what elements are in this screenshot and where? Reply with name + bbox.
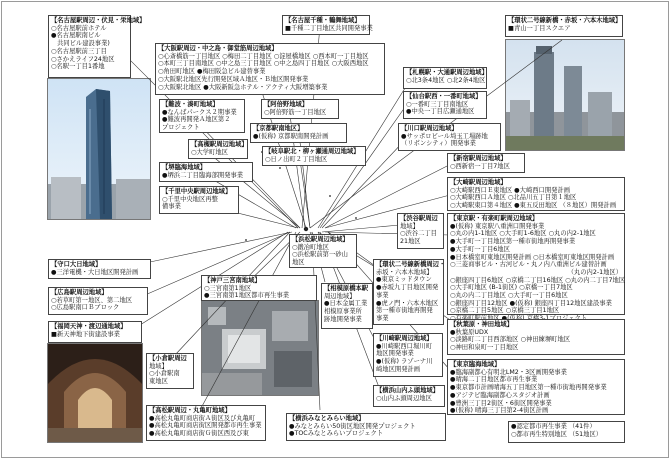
box-sendai xyxy=(403,91,487,119)
box-shibuya-top-line: ■青山一丁目スクエア xyxy=(508,24,571,32)
box-namba-line: プロジェクト xyxy=(162,124,200,132)
box-tokyo-bay-line: ●臨海副都心有明北LM2・3区画開発事業 xyxy=(450,368,567,376)
box-hamamatsu xyxy=(289,234,357,268)
box-tokyo-line: ○丸の内1-1地区 ○大手町1-6地区 ○丸の内2-1地区 xyxy=(450,230,596,238)
box-sapporo-title: 【札幌駅・大通駅周辺地域】 xyxy=(406,69,488,76)
box-roppongi-line: ●赤坂九丁目地区開発 xyxy=(376,284,439,292)
box-osaka-title: 【大阪駅周辺・中之島・御堂筋周辺地域】 xyxy=(158,45,278,52)
box-kawasaki-line: 崎地区開発計画 xyxy=(376,365,421,373)
box-tokyo-line: （丸の内2-1地区） xyxy=(567,268,622,276)
box-akihabara-line: ●秋葉原UDX xyxy=(450,328,489,336)
box-senri xyxy=(159,186,239,214)
box-nagoya-line: ○名古屋駅前ホテル xyxy=(51,24,107,32)
box-osaka-line: ○心斎橋筋一丁目地区 ○梅田二丁目地区 ○淀屋橋地区 ○西本町一丁目地区 xyxy=(158,52,369,60)
box-kawasaki-title: 【川崎駅周辺地域】 xyxy=(376,335,433,342)
box-tokyo-line: ○京橋二丁目5地区 ○京橋三丁目1地区 xyxy=(450,307,560,315)
box-fukuoka-title: 【福岡天神・渡辺通地域】 xyxy=(51,323,127,330)
box-tokyo-bay-line: ●豊洲三丁目2街区・6街区開発事業 xyxy=(450,399,552,407)
box-hamamatsu-line: 地区 xyxy=(292,259,305,267)
box-yokohama-uchi xyxy=(373,385,445,407)
box-tokyo-bay-title: 【東京臨海地域】 xyxy=(450,361,501,368)
box-roppongi-line: 赤坂・六本木地域】 xyxy=(376,268,433,276)
box-gifu-title: 【岐阜駅北・柳ヶ瀬通周辺地域】 xyxy=(265,148,360,155)
box-otemachi-line: ○大崎駅西口Ａ地区 ○北品川五丁目第１地区 xyxy=(450,194,577,202)
box-tokyo-bay-line: ●アジテビ臨海副都心スタジオ計画 xyxy=(450,391,550,399)
box-tokyo-title: 【東京駅・有楽町駅周辺地域】 xyxy=(450,215,539,222)
box-tokyo-line: ●大手町一丁目6地区 xyxy=(450,245,510,253)
box-kokura-title: 【小倉駅周辺 xyxy=(149,355,187,362)
box-kawasaki xyxy=(373,333,443,377)
box-total xyxy=(508,421,625,443)
box-senri-title: 【千里中央駅周辺地域】 xyxy=(162,188,232,195)
box-ashiya-line: ○阿倍野筋一丁目地区 xyxy=(264,108,327,116)
box-hamamatsu-line: ○浜松駅前第一砂山 xyxy=(292,251,348,259)
box-akihabara-line: ○淡路町二丁目西部地区 ○神田練塀町地区 xyxy=(450,336,571,344)
box-takatsuki xyxy=(188,139,248,159)
box-sagamihara xyxy=(321,283,373,329)
box-kawaguchi-line: （リボンシティ）開発事業 xyxy=(401,140,476,148)
box-otemachi-title: 【大崎駅周辺地域】 xyxy=(450,179,507,186)
box-roppongi-line: 第一種市街地再開発 xyxy=(376,307,433,315)
box-takamatsu-line: ●高松丸亀町商店街Ｇ街区西及び東 xyxy=(149,430,249,438)
box-akihabara-title: 【秋葉原・神田地域】 xyxy=(450,321,513,328)
box-moriguchi xyxy=(48,259,151,279)
box-nagoya-kami-line: ■千種二丁目地区共同開発事業 xyxy=(285,24,373,32)
box-total-line: ●認定都市再生事業 （41件） xyxy=(511,423,596,430)
box-roppongi-line: 事業 xyxy=(376,314,389,322)
box-namba-line: ●難波再開発Ａ地区第２ xyxy=(162,116,231,124)
box-shinjuku-line: ○西新宿一丁目7地区 xyxy=(450,162,510,170)
box-kokura-line: ○小倉駅南 xyxy=(149,370,180,378)
box-ashiya-title: 【阿倍野地域】 xyxy=(264,101,309,108)
box-fukuoka xyxy=(48,321,142,343)
box-sakaihama-title: 【堺臨海地域】 xyxy=(162,164,207,171)
box-sagamihara-line: 周辺地域】 xyxy=(324,292,356,300)
box-nagoya-kami-title: 【名古屋千種・鶴舞地域】 xyxy=(285,17,361,24)
box-kyoto xyxy=(250,123,347,143)
box-nagoya-line: ○さかえライフ24地区 xyxy=(51,55,115,63)
box-fukuoka-line: ■新天神地下街建設事業 xyxy=(51,330,120,338)
box-sendai-line: ○一番町三丁目南地区 xyxy=(406,100,469,108)
box-otemachi-line: ○大崎駅東口第４地区 ●東五反田地区 （８地区）開発計画 xyxy=(450,202,617,210)
box-takamatsu-line: ●高松丸亀町商店街区開発都市再生事業 xyxy=(149,422,262,430)
box-kobe xyxy=(201,275,317,301)
box-tokyo-line: ●日本橋室町東地区開発計画 ○日本橋室町東地区開発計画 xyxy=(450,253,615,261)
box-nagoya-line: ○名古屋駅前三丁目 xyxy=(51,47,107,55)
box-yokohama-uchi-line: ○山内ふ頭周辺地区 xyxy=(376,394,432,402)
box-nagoya-kami xyxy=(282,15,373,35)
box-tokyo-line: ○三菱商事ビル・古河ビル・丸ノ内八重洲ビル建替計画 xyxy=(450,261,607,269)
box-tokyo-line: ○銀座四丁目12地区 ●(仮称) 銀座四丁目12地区建設事業 xyxy=(450,299,612,307)
box-hiroshima-line: ○若草町第一地区、第二地区 xyxy=(51,296,133,304)
box-roppongi-line: 事業 xyxy=(376,291,389,299)
box-takatsuki-line: ○大学町地区 xyxy=(191,148,228,156)
box-tokyo-bay-line: ●東京都市計画晴海五丁目地区第一種市街地再開発事業 xyxy=(450,384,607,392)
box-sendai-line: ●中央一丁目広瀬通地区 xyxy=(406,108,475,116)
box-kawaguchi-title: 【川口駅周辺地域】 xyxy=(401,125,458,132)
box-minatomirai-line: ●みなとみらい50街区地区開発プロジェクト xyxy=(289,422,416,430)
box-shibuya-top-title: 【環状二号線新橋・赤坂・六本木地域】 xyxy=(508,17,622,24)
box-sagamihara-line: ●日本金属工業 xyxy=(324,300,368,308)
box-roppongi-line: ●虎ノ門・六本木地区 xyxy=(376,299,439,307)
box-kyoto-line: ●(仮称) 京都駅南開発計画 xyxy=(253,132,329,140)
box-tokyo-line: ○丸の内二丁目地区 ○大手町一丁目6地区 xyxy=(450,292,568,300)
box-yokohama-uchi-title: 【横浜山内ふ頭地域】 xyxy=(376,387,439,394)
box-kawaguchi xyxy=(398,123,501,151)
box-hiroshima xyxy=(48,287,148,315)
box-hiroshima-title: 【広島駅周辺地域】 xyxy=(51,289,108,296)
box-akihabara xyxy=(447,319,625,355)
box-hamamatsu-line: ○鍛冶町地区 xyxy=(292,243,329,251)
box-osaka-line: ○本町三丁目南地区 ○中之島三丁目地区 ○中之島四丁目地区 ○大阪西地区 xyxy=(158,60,369,68)
box-namba xyxy=(159,99,245,133)
box-tokyo xyxy=(447,213,625,315)
box-kawasaki-line: ●川崎駅西口堀川町 xyxy=(376,342,432,350)
box-hiroshima-line: ○広島駅南口Ｂブロック xyxy=(51,304,120,312)
box-kawasaki-line: ●(仮称) ラゾーナ川 xyxy=(376,358,433,366)
box-tokyo-line: ●(仮称) 東京駅八重洲口開発事業 xyxy=(450,222,545,230)
box-kokura xyxy=(146,353,194,389)
box-sagamihara-line: 跡地開発事業 xyxy=(324,315,362,323)
box-sendai-title: 【仙台駅西・一番町地域】 xyxy=(406,93,482,100)
box-akihabara-line: ○神田和泉町一丁目地区 xyxy=(450,344,519,352)
box-nagoya-title: 【名古屋駅周辺・伏見・栄地域】 xyxy=(51,17,146,24)
box-osaka-line: ○大阪駅北地区 ●大阪新阪急ホテル・アクティ大阪増築事業 xyxy=(158,83,328,91)
box-tokyo-bay-line: ●(仮称) 晴海三丁目第2-4街区計画 xyxy=(450,407,549,415)
box-shibuya-top xyxy=(505,15,623,37)
box-nagoya-line: ●名古屋駅南ビル xyxy=(51,32,101,40)
box-sagamihara-title: 【相模原橋本駅 xyxy=(324,285,369,292)
box-minatomirai-title: 【横浜みなとみらい地域】 xyxy=(289,415,365,422)
box-moriguchi-line: ●三洋電機・大日地区開発計画 xyxy=(51,268,139,276)
box-nagoya-line: ○名駅一丁目1番地 xyxy=(51,63,105,71)
box-kokura-line: 東地区 xyxy=(149,378,168,386)
box-shibuya xyxy=(397,213,444,249)
box-hamamatsu-title: 【浜松駅周辺地域】 xyxy=(292,236,349,243)
box-osaka-line: ○角田町地区 ●梅田阪急ビル建替事業 xyxy=(158,68,266,76)
box-minatomirai xyxy=(286,413,446,441)
box-kokura-line: 地域】 xyxy=(149,362,168,370)
box-otemachi-line: ○大崎駅西口Ｅ東地区 ●大崎西口開発計画 xyxy=(450,186,571,194)
box-tokyo-line: ●大手町一丁目地区第一種市街地再開発事業 xyxy=(450,238,576,246)
box-roppongi xyxy=(373,259,444,325)
box-tokyo-bay xyxy=(447,359,625,415)
box-moriguchi-title: 【守口大日地域】 xyxy=(51,261,102,268)
box-shibuya-line: ○渋谷二丁目 xyxy=(400,230,437,238)
box-shinjuku-title: 【新宿駅周辺地域】 xyxy=(450,155,507,162)
box-roppongi-line: ●東京ミッドタウン xyxy=(376,276,432,284)
box-senri-line: 備事業 xyxy=(162,203,181,211)
box-otemachi xyxy=(447,177,625,211)
box-takamatsu xyxy=(146,405,266,441)
box-kobe-line: ○三宮南第1地区 xyxy=(204,284,252,292)
box-namba-title: 【難波・湊町地域】 xyxy=(162,101,219,108)
box-kobe-title: 【神戸三宮南地域】 xyxy=(204,277,261,284)
box-shibuya-title: 【渋谷駅周辺 xyxy=(400,215,438,222)
box-gifu-line: ○日ノ出町２丁目地区 xyxy=(265,155,328,163)
box-shibuya-line: 地域】 xyxy=(400,222,419,230)
box-total-line: ○都市再生特別地区 （51地区） xyxy=(511,430,603,438)
box-takatsuki-title: 【高槻駅周辺地域】 xyxy=(191,141,248,148)
box-nagoya-line: 共同ビル建設事業) xyxy=(57,40,110,48)
box-takamatsu-line: ●高松丸亀町商店街Ａ街区及び丸亀町 xyxy=(149,414,256,422)
box-ashiya xyxy=(261,99,339,119)
box-osaka xyxy=(155,43,385,95)
box-kobe-line: ●三宮南第1地区都市再生事業 xyxy=(204,292,290,300)
box-namba-line: ●なんばパークス２期事業 xyxy=(162,108,237,116)
box-kawasaki-line: 地区開発事業 xyxy=(376,350,414,358)
box-sakaihama xyxy=(159,162,253,182)
box-sapporo xyxy=(403,67,487,89)
box-nagoya xyxy=(48,15,146,78)
box-sakaihama-line: ●堺浜二丁目臨海部開発事業 xyxy=(162,171,244,179)
box-tokyo-bay-line: ●晴海二丁目地区都市再生事業 xyxy=(450,376,538,384)
box-senri-line: ○千里中央地区再整 xyxy=(162,195,218,203)
box-gifu xyxy=(262,146,366,166)
box-sagamihara-line: 相模原事業所 xyxy=(324,308,362,316)
box-shinjuku xyxy=(447,153,525,173)
box-sapporo-line: ○北3条4地区 ○北2条4地区 xyxy=(406,76,486,84)
box-tokyo-line: ○大手町地区 (B-1街区) ○京橋一丁目7地区 xyxy=(450,284,573,292)
box-roppongi-title: 【環状二号線新橋周辺・ xyxy=(376,261,446,268)
box-kawaguchi-line: ●サッポロビール埼玉工場跡地 xyxy=(401,132,488,140)
box-takamatsu-title: 【高松駅周辺・丸亀町地域】 xyxy=(149,407,231,414)
box-tokyo-line: ○銀座四丁目6地区 ○京橋二丁目16地区 ○丸の内二丁目7地区 xyxy=(450,276,626,284)
box-kyoto-title: 【京都駅南地区】 xyxy=(253,125,304,132)
box-shibuya-line: 21地区 xyxy=(400,238,421,246)
box-osaka-line: ○大阪駅北地区先行開発区域Ａ地区・Ｂ地区開発事業 xyxy=(158,75,309,83)
box-minatomirai-line: ●TOCみなとみらいプロジェクト xyxy=(289,430,384,438)
